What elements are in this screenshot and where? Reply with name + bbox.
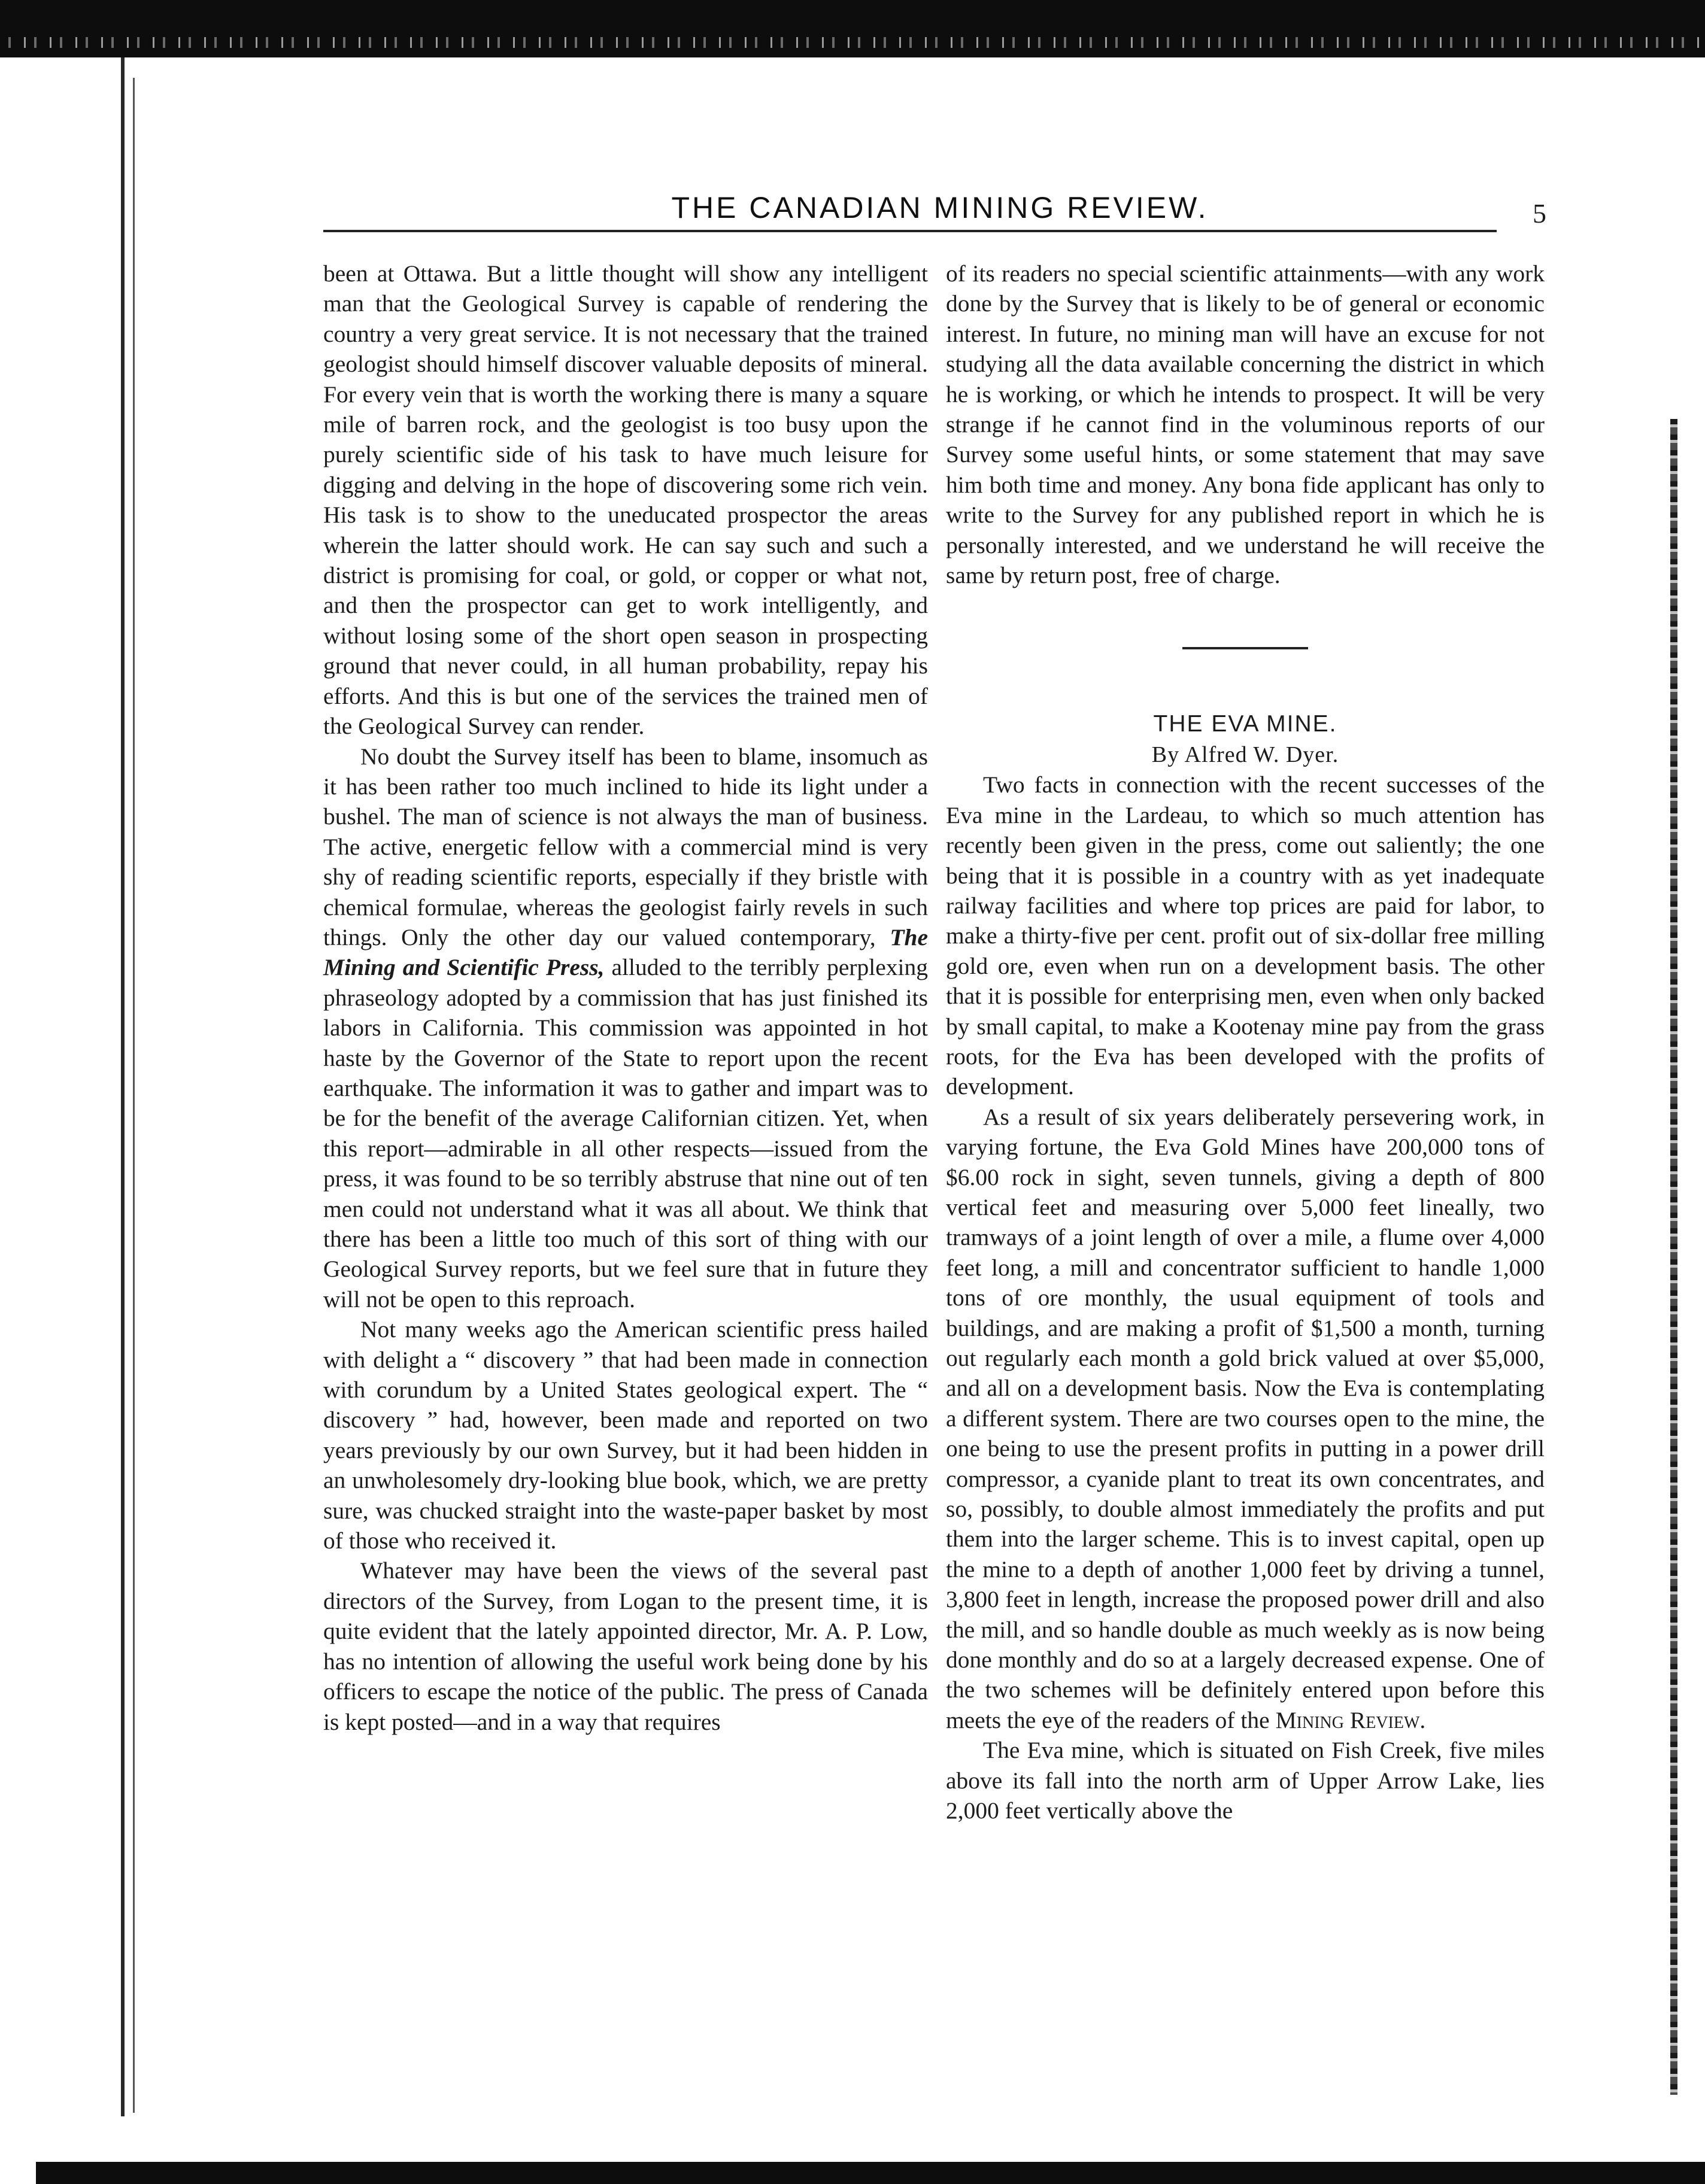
scan-border-bottom bbox=[36, 2162, 1705, 2184]
paragraph-text: No doubt the Survey itself has been to blame, insomuch as it has been rather too much inclined to hide its light under a bushel. The man of science is not always the man of business. The active, energetic fellow with a commercial mind is very shy of reading scientific reports, especially if they bristle with chemical formulae, whereas the geologist fairly revels in such things. Only the other day our valued contemporary, bbox=[323, 743, 928, 950]
paragraph-text: As a result of six years deliberately persevering work, in varying fortune, the Eva Gold Mines have 200,000 tons of $6.00 rock in sight, seven tunnels, giving a depth of 800 vertical feet and measuring over 5,000 feet lineally, two tramways of a joint length of over a mile, a flume over 4,000 feet long, a mill and concentrator sufficient to handle 1,000 tons of ore monthly, the usual equipment of tools and buildings, and are making a profit of $1,500 a month, turning out regularly each month a gold brick valued at over $5,000, and all on a development basis. Now the Eva is contemplating a different system. There are two courses open to the mine, the one being to use the present profits in putting in a power drill compressor, a cyanide plant to treat its own concentrates, and so, possibly, to double almost immediately the profits and put them into the larger scheme. This is to invest capital, open up the mine to a depth of another 1,000 feet by driving a tunnel, 3,800 feet in length, increase the proposed power drill and also the mill, and so handle double as much weekly as is now being done monthly and do so at a largely decreased expense. One of the two schemes will be definitely entered upon before this meets the eye of the readers of the bbox=[946, 1103, 1545, 1733]
paragraph: been at Ottawa. But a little thought will show any intelligent man that the Geological Survey is capable of rendering the country a very great service. It is not necessary that the trained geologist should himself discover valuable deposits of mineral. For every vein that is worth the working there is many a square mile of barren rock, and the geologist is too busy upon the purely scientific side of his task to have much leisure for digging and delving in the hope of discovering some rich vein. His task is to show to the uneducated prospector the areas wherein the latter should work. He can say such and such a district is promising for coal, or gold, or copper or what not, and then the prospector can get to work intelligently, and without losing some of the short open season in prospecting ground that never could, in all human probability, repay his efforts. And this is but one of the services the trained men of the Geological Survey can render. bbox=[323, 260, 928, 740]
review-name: Mining Review. bbox=[1275, 1706, 1426, 1733]
paragraph: Two facts in connection with the recent successes of the Eva mine in the Lardeau, to which so much attention has recently been given in the press, come out saliently; the one being that it is possible in a country with as yet inadequate railway facilities and where top prices are paid for labor, to make a thirty-five per cent. profit out of six-dollar free milling gold ore, even when run on a development basis. The other that it is possible for enterprising men, even when only backed by small capital, to make a Kootenay mine pay from the grass roots, for the Eva has been developed with the profits of development. bbox=[946, 771, 1545, 1100]
right-column bbox=[946, 259, 1545, 1826]
left-column bbox=[323, 259, 928, 1737]
publication-name: The Mining and Scientific Press, bbox=[323, 924, 929, 981]
section-divider bbox=[1182, 647, 1308, 649]
paragraph: Not many weeks ago the American scientific press hailed with delight a “ discovery ” that had been made in connection with corundum by a United States geological expert. The “ discovery ” had, however, been made and reported on two years previously by our own Survey, but it had been hidden in an unwholesomely dry-looking blue book, which, we are pretty sure, was chucked straight into the waste-paper basket by most of those who received it. bbox=[323, 1316, 928, 1554]
paragraph bbox=[323, 742, 928, 1315]
header-rule bbox=[323, 230, 1497, 232]
running-head: THE CANADIAN MINING REVIEW. bbox=[671, 191, 1209, 224]
article-title: THE EVA MINE. bbox=[1153, 711, 1337, 737]
paragraph bbox=[946, 1102, 1545, 1736]
scan-border-top bbox=[0, 0, 1705, 57]
binding-edge bbox=[121, 57, 125, 2116]
binding-edge-inner bbox=[133, 78, 135, 2113]
paragraph-text: alluded to the terribly perplexing phraseology adopted by a commission that has just finished its labors in California. This commission was appointed in hot haste by the Governor of the State to report upon the recent earthquake. The information it was to gather and impart was to be for the benefit of the average Californian citizen. Yet, when this report—admirable in all other respects—issued from the press, it was found to be so terribly abstruse that nine out of ten men could not understand what it was all about. We think that there has been a little too much of this sort of thing with our Geological Survey reports, but we feel sure that in future they will not be open to this reproach. bbox=[323, 954, 928, 1313]
paragraph: The Eva mine, which is situated on Fish Creek, five miles above its fall into the north arm of Upper Arrow Lake, lies 2,000 feet vertically above the bbox=[946, 1737, 1545, 1824]
paragraph: of its readers no special scientific attainments—with any work done by the Survey that is likely to be of general or economic interest. In future, no mining man will have an excuse for not studying all the data available concerning the district in which he is working, or which he intends to prospect. It will be very strange if he cannot find in the voluminous reports of our Survey some useful hints, or some statement that may save him both time and money. Any bona fide applicant has only to write to the Survey for any published report in which he is personally interested, and we understand he will receive the same by return post, free of charge. bbox=[946, 260, 1545, 589]
byline: By Alfred W. Dyer. bbox=[1151, 742, 1339, 767]
paragraph: Whatever may have been the views of the several past directors of the Survey, from Logan to the present time, it is quite evident that the lately appointed director, Mr. A. P. Low, has no intention of allowing the useful work being done by his officers to escape the notice of the public. The press of Canada is kept posted—and in a way that requires bbox=[323, 1557, 928, 1735]
page-edge-right bbox=[1670, 419, 1677, 2095]
page-number: 5 bbox=[1533, 198, 1546, 229]
